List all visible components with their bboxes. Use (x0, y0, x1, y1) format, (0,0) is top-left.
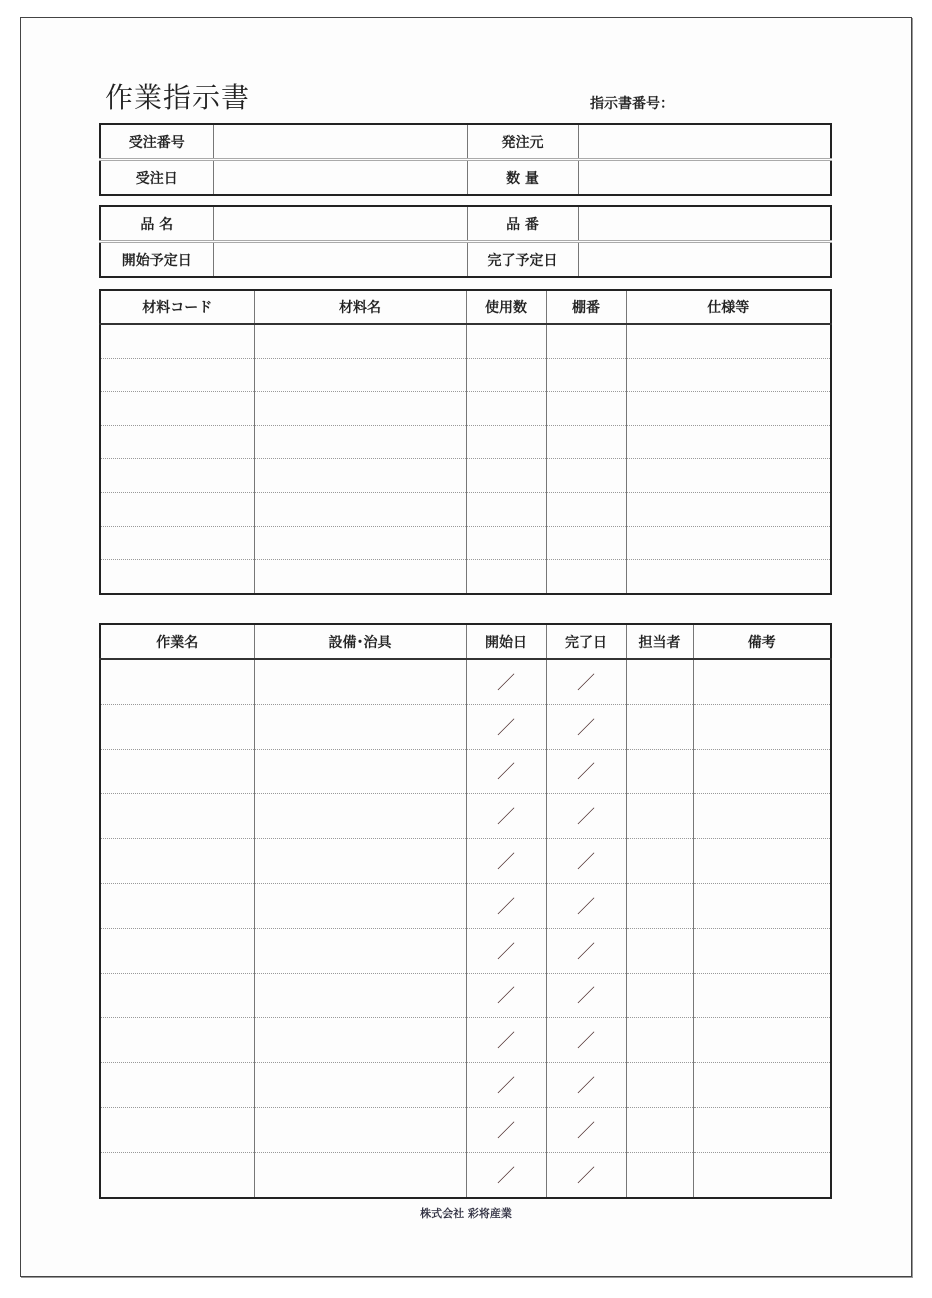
tasks-header: 作業名 (100, 624, 254, 659)
date-separator: ／ (577, 807, 595, 829)
start-date-label: 開始予定日 (100, 242, 213, 278)
material-cell[interactable] (546, 324, 626, 358)
task-cell[interactable] (626, 1107, 693, 1152)
task-cell[interactable] (693, 1018, 831, 1063)
material-cell[interactable] (626, 358, 831, 392)
material-cell[interactable] (100, 492, 254, 526)
table-row (100, 883, 831, 928)
task-cell[interactable] (546, 794, 626, 839)
order-no-label: 受注番号 (100, 124, 213, 160)
task-cell[interactable] (546, 928, 626, 973)
date-separator: ／ (497, 852, 515, 874)
tasks-header: 完了日 (546, 624, 626, 659)
task-cell[interactable] (100, 704, 254, 749)
task-cell[interactable] (626, 883, 693, 928)
date-separator: ／ (497, 762, 515, 784)
material-cell[interactable] (466, 526, 546, 560)
task-cell[interactable] (693, 973, 831, 1018)
date-separator: ／ (577, 986, 595, 1008)
material-cell[interactable] (254, 459, 466, 493)
date-separator: ／ (577, 896, 595, 918)
task-cell[interactable] (100, 973, 254, 1018)
task-cell[interactable] (466, 749, 546, 794)
material-cell[interactable] (626, 459, 831, 493)
task-cell[interactable] (254, 1063, 466, 1108)
task-cell[interactable] (100, 928, 254, 973)
material-cell[interactable] (100, 560, 254, 594)
task-cell[interactable] (100, 1152, 254, 1197)
date-separator: ／ (497, 896, 515, 918)
table-row (100, 492, 831, 526)
client-field[interactable] (578, 124, 831, 160)
task-cell[interactable] (254, 1152, 466, 1197)
order-date-label: 受注日 (100, 160, 213, 196)
task-cell[interactable] (100, 839, 254, 884)
material-cell[interactable] (100, 358, 254, 392)
task-cell[interactable] (626, 659, 693, 704)
date-separator: ／ (577, 717, 595, 739)
task-cell[interactable] (626, 1063, 693, 1108)
end-date-field[interactable] (578, 242, 831, 278)
tasks-header: 担当者 (626, 624, 693, 659)
task-cell[interactable] (466, 1152, 546, 1197)
product-number-field[interactable] (578, 206, 831, 242)
table-row (100, 459, 831, 493)
task-cell[interactable] (100, 794, 254, 839)
order-date-field[interactable] (213, 160, 467, 196)
material-cell[interactable] (254, 526, 466, 560)
task-cell[interactable] (546, 839, 626, 884)
task-cell[interactable] (254, 794, 466, 839)
material-cell[interactable] (100, 324, 254, 358)
date-separator: ／ (497, 807, 515, 829)
materials-header: 仕様等 (626, 290, 831, 324)
task-cell[interactable] (254, 704, 466, 749)
material-cell[interactable] (626, 324, 831, 358)
date-separator: ／ (577, 762, 595, 784)
task-cell[interactable] (254, 659, 466, 704)
material-cell[interactable] (546, 492, 626, 526)
material-cell[interactable] (100, 392, 254, 426)
task-cell[interactable] (466, 1018, 546, 1063)
material-cell[interactable] (466, 425, 546, 459)
material-cell[interactable] (254, 492, 466, 526)
tasks-table (99, 623, 832, 1199)
company-footer: 株式会社 彩将産業 (420, 1207, 512, 1220)
table-row (100, 839, 831, 884)
material-cell[interactable] (546, 526, 626, 560)
table-row (100, 1018, 831, 1063)
table-row (100, 973, 831, 1018)
date-separator: ／ (497, 986, 515, 1008)
task-cell[interactable] (546, 659, 626, 704)
task-cell[interactable] (693, 1107, 831, 1152)
product-info-table (99, 205, 832, 278)
product-name-label: 品 名 (100, 206, 213, 242)
quantity-label: 数 量 (467, 160, 578, 196)
tasks-header: 開始日 (466, 624, 546, 659)
date-separator: ／ (577, 1165, 595, 1187)
material-cell[interactable] (626, 392, 831, 426)
task-cell[interactable] (254, 973, 466, 1018)
material-cell[interactable] (100, 526, 254, 560)
table-row (100, 526, 831, 560)
task-cell[interactable] (626, 749, 693, 794)
order-info-table (99, 123, 832, 196)
task-cell[interactable] (466, 659, 546, 704)
material-cell[interactable] (100, 459, 254, 493)
task-cell[interactable] (100, 749, 254, 794)
tasks-header: 設備･治具 (254, 624, 466, 659)
task-cell[interactable] (626, 928, 693, 973)
table-row (100, 704, 831, 749)
page-title: 作業指示書 (105, 81, 251, 114)
material-cell[interactable] (546, 392, 626, 426)
task-cell[interactable] (466, 883, 546, 928)
task-cell[interactable] (626, 1152, 693, 1197)
materials-header: 棚番 (546, 290, 626, 324)
product-number-label: 品 番 (467, 206, 578, 242)
material-cell[interactable] (546, 425, 626, 459)
task-cell[interactable] (546, 1152, 626, 1197)
task-cell[interactable] (466, 973, 546, 1018)
task-cell[interactable] (254, 883, 466, 928)
task-cell[interactable] (254, 1107, 466, 1152)
material-cell[interactable] (100, 425, 254, 459)
table-row (100, 1107, 831, 1152)
task-cell[interactable] (254, 1018, 466, 1063)
date-separator: ／ (577, 1120, 595, 1142)
task-cell[interactable] (546, 883, 626, 928)
material-cell[interactable] (254, 560, 466, 594)
task-cell[interactable] (693, 659, 831, 704)
product-name-field[interactable] (213, 206, 467, 242)
material-cell[interactable] (546, 459, 626, 493)
table-row (100, 1063, 831, 1108)
date-separator: ／ (577, 941, 595, 963)
task-cell[interactable] (693, 839, 831, 884)
date-separator: ／ (577, 1076, 595, 1098)
task-cell[interactable] (693, 749, 831, 794)
task-cell[interactable] (693, 794, 831, 839)
table-row (100, 928, 831, 973)
table-row (100, 358, 831, 392)
table-row (100, 392, 831, 426)
table-row (100, 659, 831, 704)
material-cell[interactable] (254, 358, 466, 392)
task-cell[interactable] (693, 1063, 831, 1108)
date-separator: ／ (577, 672, 595, 694)
start-date-field[interactable] (213, 242, 467, 278)
material-cell[interactable] (466, 492, 546, 526)
date-separator: ／ (497, 941, 515, 963)
material-cell[interactable] (254, 324, 466, 358)
task-cell[interactable] (254, 928, 466, 973)
task-cell[interactable] (546, 749, 626, 794)
task-cell[interactable] (626, 839, 693, 884)
task-cell[interactable] (546, 973, 626, 1018)
material-cell[interactable] (466, 324, 546, 358)
date-separator: ／ (497, 1120, 515, 1142)
tasks-header: 備考 (693, 624, 831, 659)
task-cell[interactable] (626, 794, 693, 839)
table-row (100, 1152, 831, 1197)
task-cell[interactable] (693, 928, 831, 973)
client-label: 発注元 (467, 124, 578, 160)
task-cell[interactable] (693, 883, 831, 928)
task-cell[interactable] (693, 1152, 831, 1197)
date-separator: ／ (577, 852, 595, 874)
date-separator: ／ (497, 1165, 515, 1187)
task-cell[interactable] (254, 749, 466, 794)
materials-header: 使用数 (466, 290, 546, 324)
task-cell[interactable] (100, 1018, 254, 1063)
task-cell[interactable] (466, 839, 546, 884)
task-cell[interactable] (466, 794, 546, 839)
quantity-field[interactable] (578, 160, 831, 196)
table-row (100, 560, 831, 594)
material-cell[interactable] (466, 392, 546, 426)
task-cell[interactable] (100, 1107, 254, 1152)
task-cell[interactable] (626, 704, 693, 749)
material-cell[interactable] (254, 392, 466, 426)
task-cell[interactable] (466, 1107, 546, 1152)
material-cell[interactable] (466, 459, 546, 493)
task-cell[interactable] (626, 973, 693, 1018)
doc-number-label: 指示書番号： (590, 96, 674, 112)
date-separator: ／ (497, 1076, 515, 1098)
table-row (100, 324, 831, 358)
table-row (100, 794, 831, 839)
date-separator: ／ (497, 1031, 515, 1053)
material-cell[interactable] (546, 358, 626, 392)
material-cell[interactable] (626, 425, 831, 459)
date-separator: ／ (577, 1031, 595, 1053)
material-cell[interactable] (546, 560, 626, 594)
table-row (100, 425, 831, 459)
materials-header: 材料名 (254, 290, 466, 324)
task-cell[interactable] (546, 1063, 626, 1108)
task-cell[interactable] (546, 704, 626, 749)
task-cell[interactable] (546, 1018, 626, 1063)
end-date-label: 完了予定日 (467, 242, 578, 278)
task-cell[interactable] (466, 928, 546, 973)
task-cell[interactable] (100, 1063, 254, 1108)
task-cell[interactable] (466, 704, 546, 749)
task-cell[interactable] (254, 839, 466, 884)
material-cell[interactable] (626, 526, 831, 560)
materials-header: 材料コード (100, 290, 254, 324)
task-cell[interactable] (626, 1018, 693, 1063)
material-cell[interactable] (466, 560, 546, 594)
material-cell[interactable] (626, 560, 831, 594)
material-cell[interactable] (466, 358, 546, 392)
task-cell[interactable] (100, 659, 254, 704)
material-cell[interactable] (254, 425, 466, 459)
material-cell[interactable] (626, 492, 831, 526)
task-cell[interactable] (693, 704, 831, 749)
date-separator: ／ (497, 717, 515, 739)
task-cell[interactable] (546, 1107, 626, 1152)
materials-table (99, 289, 832, 595)
task-cell[interactable] (466, 1063, 546, 1108)
date-separator: ／ (497, 672, 515, 694)
task-cell[interactable] (100, 883, 254, 928)
table-row (100, 749, 831, 794)
order-no-field[interactable] (213, 124, 467, 160)
